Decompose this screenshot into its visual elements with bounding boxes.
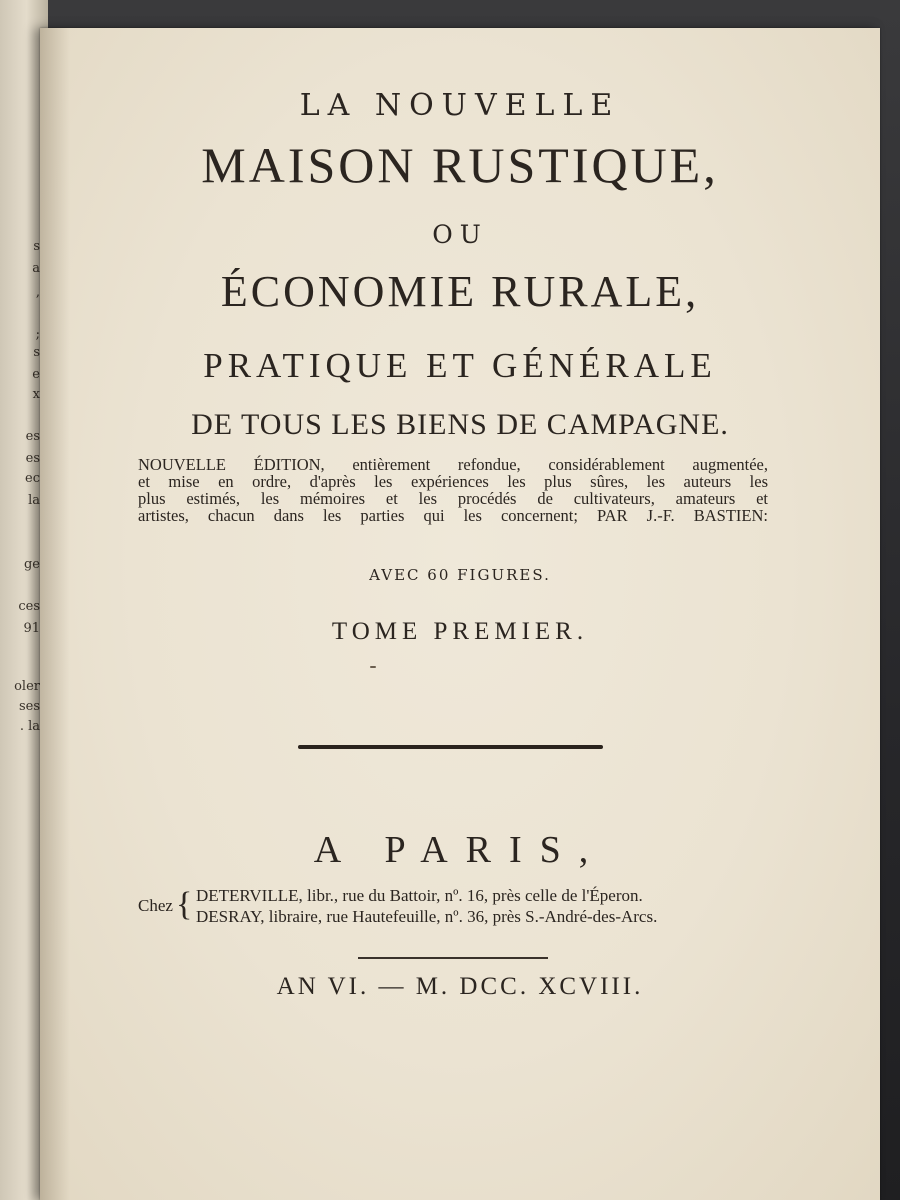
facing-page-fragment: . la bbox=[19, 719, 40, 734]
printer-mark bbox=[370, 666, 376, 668]
facing-page-fragment: 91 bbox=[23, 621, 40, 636]
subtitle-line-3: DE TOUS LES BIENS DE CAMPAGNE. bbox=[191, 408, 729, 441]
facing-page-fragment: s bbox=[33, 345, 40, 360]
brace-glyph: { bbox=[176, 886, 193, 923]
thin-divider-rule bbox=[358, 957, 548, 959]
imprint-chez: Chez bbox=[138, 896, 173, 915]
title-page bbox=[40, 28, 880, 1200]
facing-page-fragment: es bbox=[25, 451, 40, 466]
edition-line: et mise en ordre, d'après les expériences les plus sûres, les auteurs les bbox=[138, 472, 768, 491]
edition-description bbox=[138, 456, 768, 524]
facing-page-fragment: x bbox=[32, 387, 40, 402]
facing-page-fragment: es bbox=[25, 429, 40, 444]
volume-label: TOME PREMIER. bbox=[331, 618, 589, 645]
imprint-city: A PARIS, bbox=[313, 829, 607, 871]
publisher-line-desray: DESRAY, libraire, rue Hautefeuille, nº. 36, près S.-André-des-Arcs. bbox=[196, 907, 658, 926]
publisher-line-deterville: DETERVILLE, libr., rue du Battoir, nº. 16, près celle de l'Éperon. bbox=[196, 886, 643, 905]
facing-page-fragment: oler bbox=[14, 679, 40, 694]
facing-page-fragment: a bbox=[32, 261, 40, 276]
title-conjunction: OU bbox=[432, 220, 488, 249]
facing-page-fragment: ; bbox=[35, 327, 40, 342]
facing-page-fragment: ec bbox=[25, 471, 40, 486]
main-title: MAISON RUSTIQUE, bbox=[201, 137, 719, 193]
publication-date: AN VI. — M. DCC. XCVIII. bbox=[276, 973, 644, 1000]
edition-line: plus estimés, les mémoires et les procédés de cultivateurs, amateurs et bbox=[138, 489, 768, 508]
title-line-1: LA NOUVELLE bbox=[299, 88, 621, 123]
facing-page-fragment: ses bbox=[18, 699, 40, 714]
edition-line: artistes, chacun dans les parties qui les concernent; PAR J.-F. BASTIEN: bbox=[138, 506, 768, 525]
subtitle-line-2: PRATIQUE ET GÉNÉRALE bbox=[203, 346, 717, 385]
facing-page-fragment: ces bbox=[18, 599, 40, 614]
facing-page-fragment: la bbox=[28, 493, 40, 508]
facing-page-fragment: , bbox=[35, 285, 40, 300]
thick-divider-rule bbox=[298, 745, 603, 749]
edition-line: NOUVELLE ÉDITION, entièrement refondue, considérablement augmentée, bbox=[138, 455, 768, 474]
facing-page-fragment: s bbox=[33, 239, 40, 254]
facing-page-fragment: e bbox=[32, 367, 40, 382]
figures-note: AVEC 60 FIGURES. bbox=[369, 566, 551, 584]
facing-page-fragment: ge bbox=[23, 557, 40, 572]
subtitle-main: ÉCONOMIE RURALE, bbox=[220, 267, 700, 316]
